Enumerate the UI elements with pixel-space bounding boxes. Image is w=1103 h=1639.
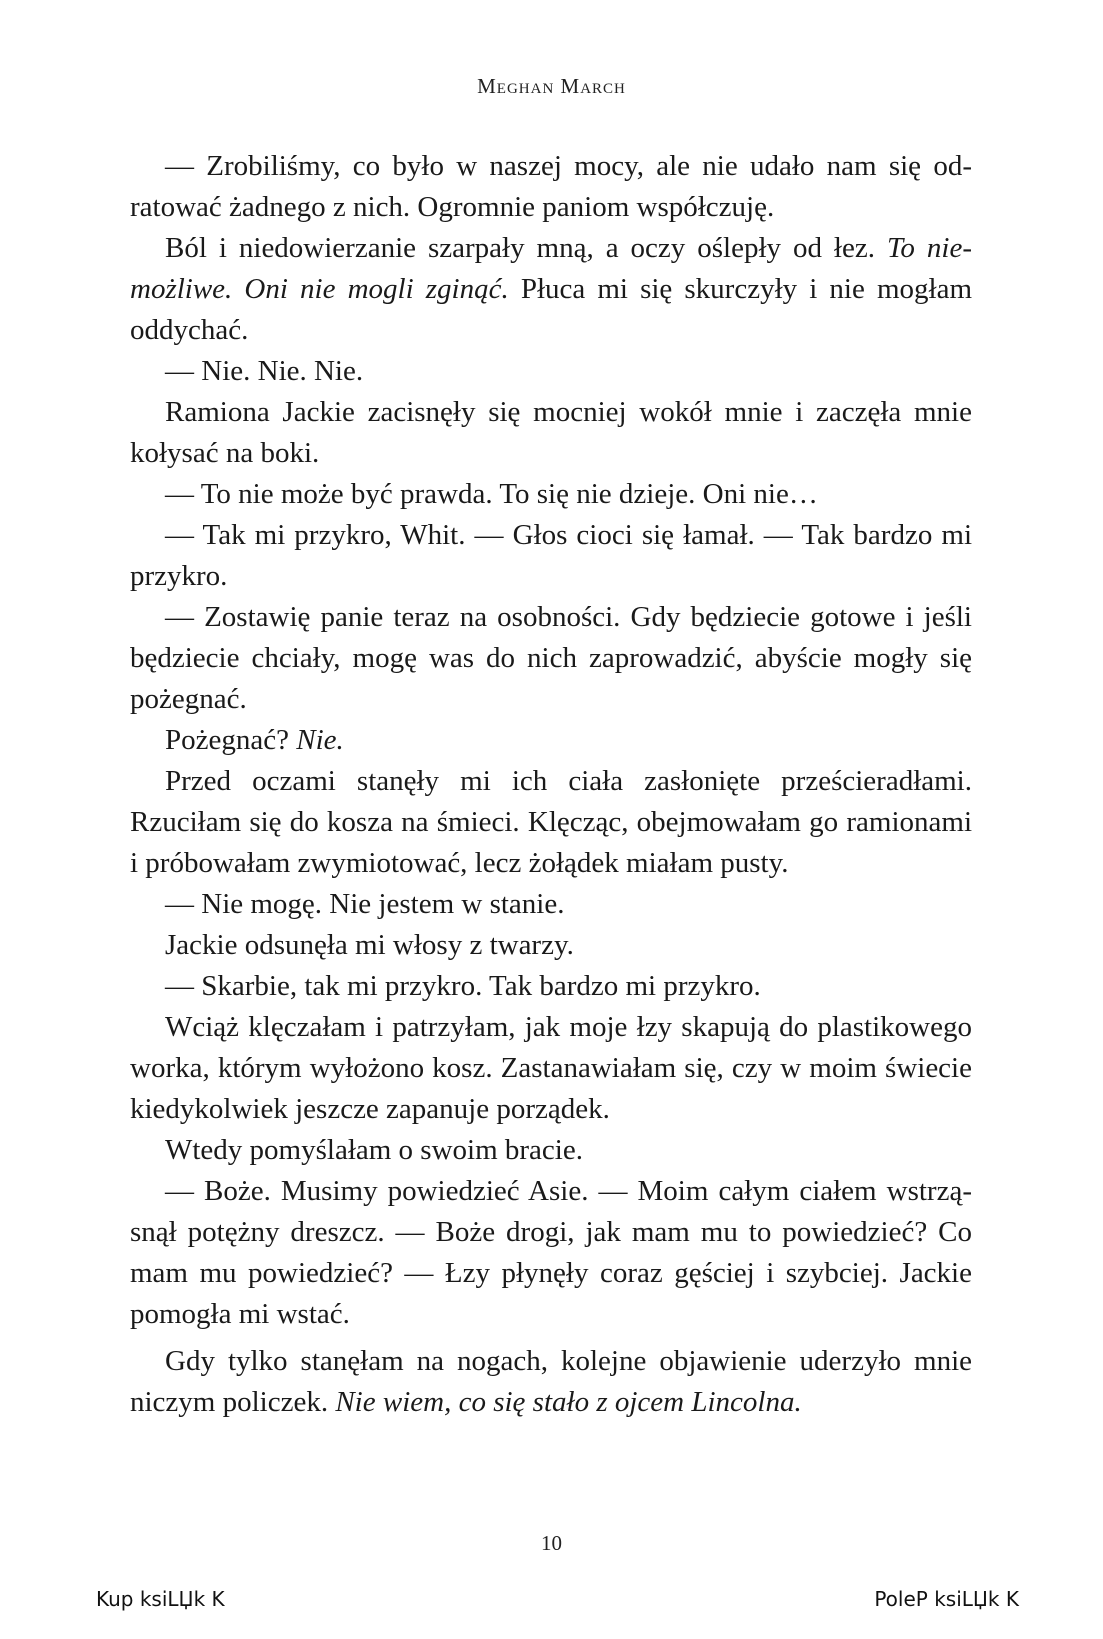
- page-number: 10: [541, 1531, 562, 1555]
- paragraph: [130, 761, 972, 884]
- text-run: — Nie. Nie. Nie.: [165, 355, 364, 387]
- text-run: Ramiona Jackie zacisnęły się mocniej wokół mnie i zaczęła mnie kołysać na boki.: [130, 396, 972, 469]
- recommend-book-link[interactable]: PoleP ksiLЏk K: [874, 1587, 1019, 1611]
- text-run: — Nie mogę. Nie jestem w stanie.: [165, 888, 565, 920]
- paragraph: [130, 1130, 972, 1171]
- paragraph: [130, 1341, 972, 1423]
- text-run: Ból i niedowierzanie szarpały mną, a oczy oślepły od łez.: [165, 232, 887, 264]
- text-run: Wciąż klęczałam i patrzyłam, jak moje łzy skapują do plastikowego worka, którym wyłożono kosz. Zastanawiałam się, czy w moim świecie kiedykolwiek jeszcze zapanuje porządek.: [130, 1011, 972, 1125]
- paragraph: [130, 474, 972, 515]
- text-run: — Tak mi przykro, Whit. — Głos cioci się łamał. — Tak bardzo mi przykro.: [130, 519, 972, 592]
- text-run: Płuca mi się skurczyły i nie mogłam oddychać.: [130, 273, 972, 346]
- paragraph: [130, 1007, 972, 1130]
- paragraph: [130, 884, 972, 925]
- italic-text: To niemożliwe. Oni nie mogli zginąć.: [130, 232, 972, 305]
- paragraph: [130, 392, 972, 474]
- book-text-body: [130, 146, 972, 1423]
- italic-text: Nie wiem, co się stało z ojcem Lincolna.: [335, 1386, 802, 1418]
- paragraph: [130, 228, 972, 351]
- text-run: — To nie może być prawda. To się nie dzieje. Oni nie…: [165, 478, 818, 510]
- paragraph: [130, 966, 972, 1007]
- text-run: — Zrobiliśmy, co było w naszej mocy, ale nie udało nam się odratować żadnego z nich. Ogromnie paniom współczuję.: [130, 150, 972, 223]
- text-run: Pożegnać?: [165, 724, 297, 756]
- paragraph: [130, 925, 972, 966]
- text-run: Gdy tylko stanęłam na nogach, kolejne objawienie uderzyło mnie niczym policzek.: [130, 1345, 972, 1418]
- italic-text: Nie.: [296, 724, 344, 756]
- text-run: Wtedy pomyślałam o swoim bracie.: [165, 1134, 583, 1166]
- paragraph: [130, 720, 972, 761]
- paragraph: [130, 351, 972, 392]
- text-run: Przed oczami stanęły mi ich ciała zasłonięte prześcieradłami. Rzuciłam się do kosza na śmieci. Klęcząc, obejmowałam go ramionami i próbowałam zwymiotować, lecz żołądek miałam pusty.: [130, 765, 972, 879]
- text-run: — Skarbie, tak mi przykro. Tak bardzo mi przykro.: [165, 970, 761, 1002]
- paragraph: [130, 597, 972, 720]
- paragraph: [130, 515, 972, 597]
- running-head: Meghan March: [477, 74, 626, 98]
- text-run: — Zostawię panie teraz na osobności. Gdy będziecie gotowe i jeśli będziecie chciały, mogę was do nich zaprowadzić, abyście mogły się pożegnać.: [130, 601, 972, 715]
- paragraph: [130, 146, 972, 228]
- text-run: Jackie odsunęła mi włosy z twarzy.: [165, 929, 574, 961]
- buy-book-link[interactable]: Kup ksiLЏk K: [96, 1587, 225, 1611]
- paragraph: [130, 1171, 972, 1335]
- text-run: — Boże. Musimy powiedzieć Asie. — Moim całym ciałem wstrząsnął potężny dreszcz. — Boże drogi, jak mam mu to powiedzieć? Co mam mu powiedzieć? — Łzy płynęły coraz gęściej i szybciej. Jackie pomogła mi wstać.: [130, 1175, 972, 1330]
